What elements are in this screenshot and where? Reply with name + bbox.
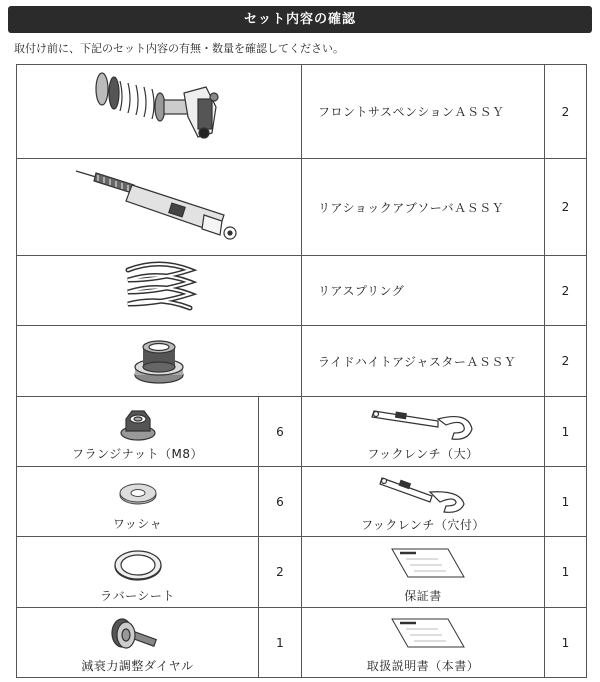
part-qty: 2	[545, 65, 587, 159]
part-cell	[17, 467, 259, 537]
ride-height-cell	[17, 326, 302, 397]
part-qty: 2	[545, 256, 587, 326]
part-cell	[17, 608, 259, 678]
rear-spring-icon	[114, 258, 204, 320]
part-name: フックレンチ（穴付）	[361, 518, 485, 532]
damping-dial-icon	[108, 615, 168, 655]
part-qty: 6	[259, 397, 302, 467]
part-cell	[302, 608, 545, 678]
table-row	[17, 65, 587, 159]
part-name: リアショックアブソーバＡＳＳＹ	[302, 159, 545, 256]
part-qty: 1	[259, 608, 302, 678]
section-title: セット内容の確認	[8, 6, 592, 33]
hook-wrench-hole-icon	[378, 474, 468, 514]
table-row	[17, 326, 587, 397]
intro-text: 取付け前に、下記のセット内容の有無・数量を確認してください。	[14, 42, 344, 55]
part-qty: 1	[545, 608, 587, 678]
washer-icon	[118, 475, 158, 513]
part-name: 取扱説明書（本書）	[366, 659, 480, 673]
part-qty: 1	[545, 397, 587, 467]
part-qty: 2	[259, 537, 302, 608]
manual-icon	[378, 615, 468, 655]
part-cell	[302, 537, 545, 608]
part-cell	[17, 537, 259, 608]
part-name: 保証書	[404, 588, 442, 603]
part-qty: 6	[259, 467, 302, 537]
part-qty: 2	[545, 159, 587, 256]
part-qty: 1	[545, 467, 587, 537]
part-name: フランジナット（M8）	[72, 447, 203, 461]
part-name: ラバーシート	[100, 588, 175, 603]
part-name: フックレンチ（大）	[367, 447, 479, 461]
part-cell	[302, 397, 545, 467]
rear-spring-cell	[17, 256, 302, 326]
part-qty: 2	[545, 326, 587, 397]
front-suspension-icon	[84, 67, 234, 152]
part-cell	[17, 397, 259, 467]
part-name: フロントサスペンションＡＳＳＹ	[302, 65, 545, 159]
table-row	[17, 608, 587, 678]
table-row	[17, 467, 587, 537]
table-row	[17, 256, 587, 326]
table-row	[17, 397, 587, 467]
part-qty: 1	[545, 537, 587, 608]
part-cell	[302, 467, 545, 537]
warranty-icon	[378, 545, 468, 585]
part-name: ライドハイトアジャスターＡＳＳＹ	[302, 326, 545, 397]
contents-table	[16, 64, 587, 678]
part-name: リアスプリング	[302, 256, 545, 326]
flange-nut-icon	[118, 405, 158, 443]
front-suspension-cell	[17, 65, 302, 159]
part-name: ワッシャ	[112, 517, 163, 531]
rubber-seat-icon	[113, 545, 163, 585]
table-row	[17, 159, 587, 256]
ride-height-adjuster-icon	[129, 329, 189, 389]
rear-shock-absorber-icon	[74, 163, 244, 248]
table-row	[17, 537, 587, 608]
hook-wrench-large-icon	[368, 405, 478, 443]
rear-shock-cell	[17, 159, 302, 256]
part-name: 減衰力調整ダイヤル	[81, 659, 194, 673]
